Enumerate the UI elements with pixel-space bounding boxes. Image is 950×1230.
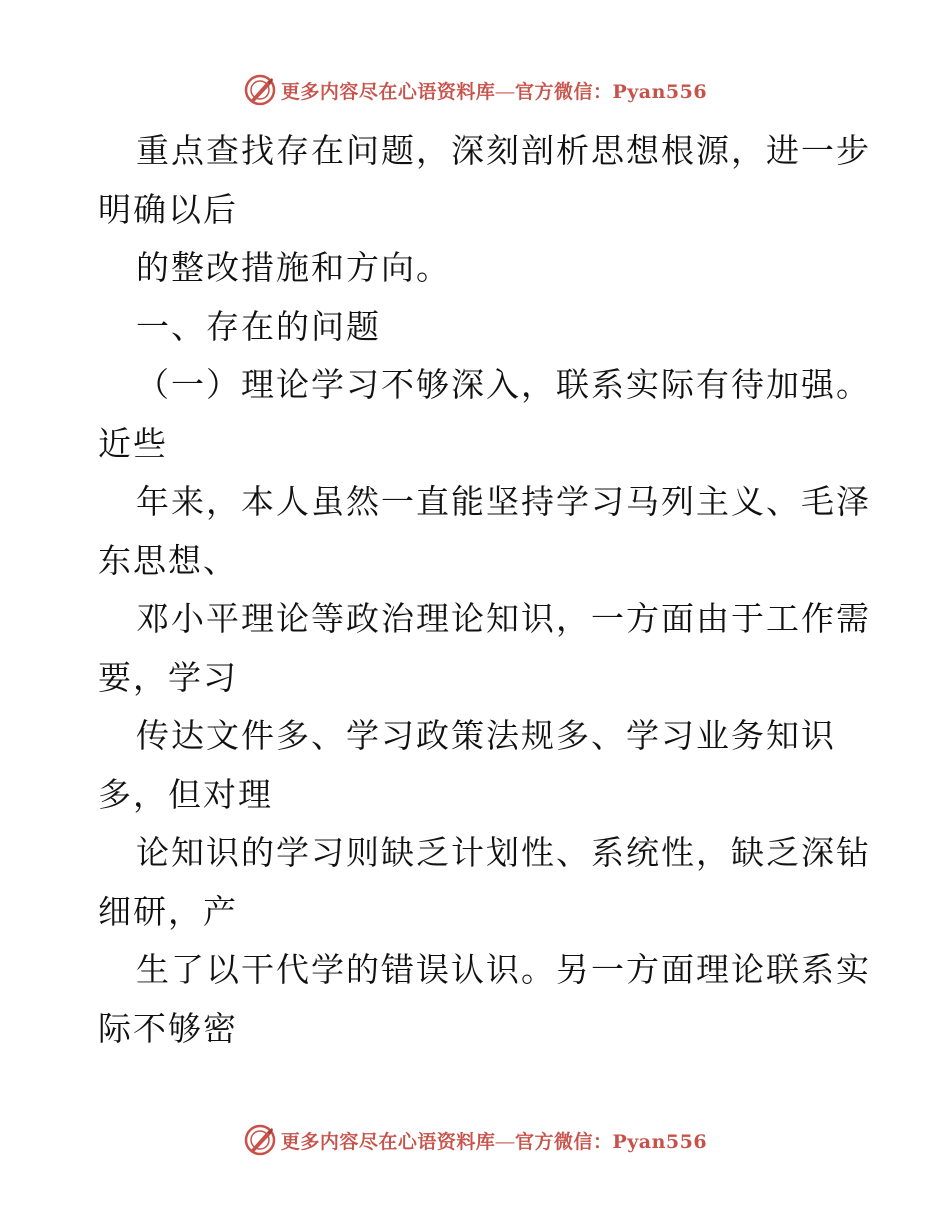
subsection-heading: （一）理论学习不够深入，联系实际有待加强。 — [136, 365, 871, 404]
text-line: 明确以后 — [98, 189, 238, 229]
header-banner — [0, 70, 950, 110]
banner-text: 更多内容尽在心语资料库—官方微信：Pyan556 — [280, 1130, 708, 1153]
section-heading: 一、存在的问题 — [136, 306, 381, 346]
text-line: 东思想、 — [98, 540, 238, 580]
text-line: 论知识的学习则缺乏计划性、系统性，缺乏深钻 — [136, 833, 871, 872]
text-line: 生了以干代学的错误认识。另一方面理论联系实 — [136, 950, 871, 989]
footer-banner — [0, 1120, 950, 1160]
quill-seal-icon — [243, 73, 277, 107]
text-line: 细研，产 — [98, 891, 238, 931]
text-line: 多，但对理 — [98, 774, 273, 814]
text-line: 年来，本人虽然一直能坚持学习马列主义、毛泽 — [136, 482, 871, 521]
text-line: 重点查找存在问题，深刻剖析思想根源，进一步 — [136, 131, 871, 170]
text-line: 近些 — [98, 423, 168, 463]
text-line: 要，学习 — [98, 657, 238, 697]
text-line: 的整改措施和方向。 — [136, 248, 451, 287]
document-body — [98, 122, 871, 1058]
text-line: 际不够密 — [98, 1008, 238, 1048]
text-line: 传达文件多、学习政策法规多、学习业务知识 — [136, 716, 836, 755]
banner-text: 更多内容尽在心语资料库—官方微信：Pyan556 — [280, 80, 708, 103]
quill-seal-icon — [243, 1123, 277, 1157]
text-line: 邓小平理论等政治理论知识，一方面由于工作需 — [136, 599, 871, 638]
